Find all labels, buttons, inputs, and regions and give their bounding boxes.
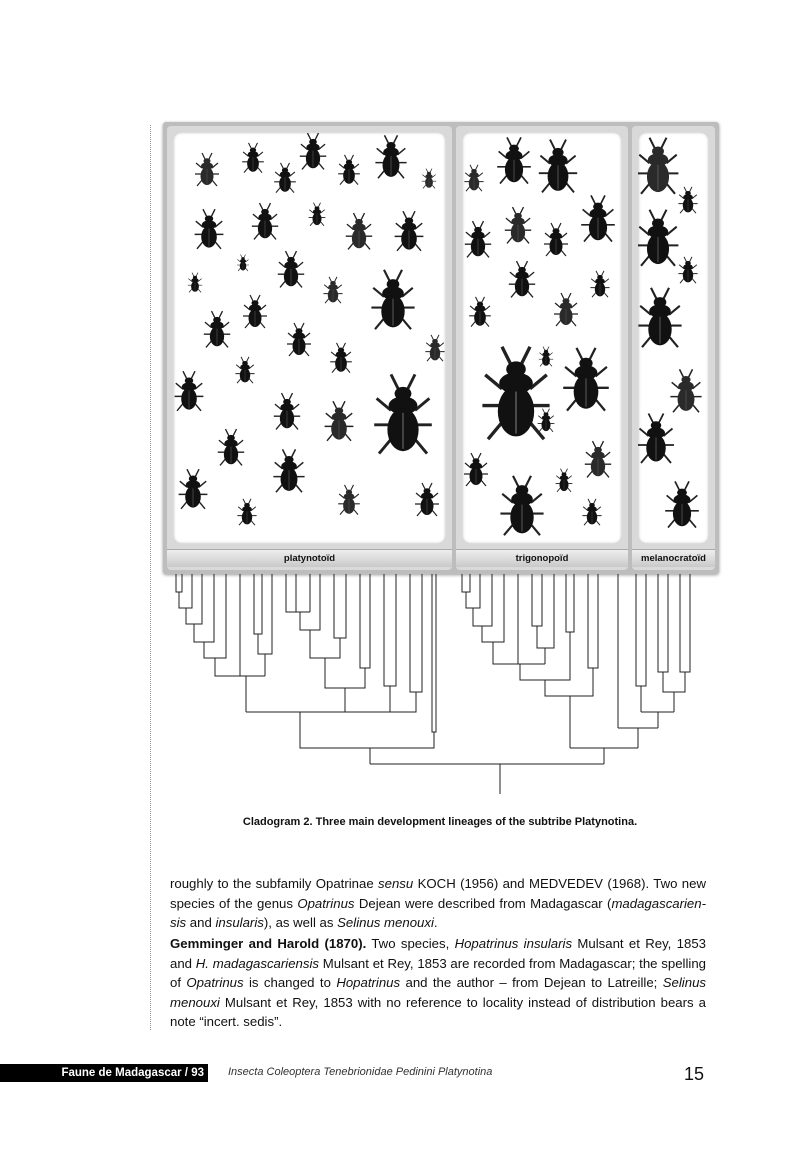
panel-platynotoid-specimens: [173, 132, 446, 544]
beetle-specimen: [395, 211, 424, 251]
beetle-specimen: [582, 499, 601, 525]
beetle-specimen: [678, 257, 697, 283]
cladogram-branch: [310, 630, 340, 658]
cladogram-branch: [473, 574, 492, 626]
text-run: Dejean were described from Madagascar (: [354, 895, 612, 911]
cladogram-branch: [334, 574, 346, 638]
beetle-specimens-platynotoid: [173, 132, 446, 544]
panel-label-trigonopoid: trigonopoïd: [456, 549, 628, 567]
beetle-specimen: [500, 476, 543, 535]
species-insularis: insularis: [215, 915, 264, 930]
beetle-specimen: [638, 288, 681, 347]
beetle-specimen: [464, 165, 483, 191]
beetle-specimen: [235, 357, 254, 383]
beetle-specimen: [556, 469, 573, 492]
beetle-specimen: [665, 481, 699, 527]
beetle-specimen: [425, 335, 444, 361]
beetle-specimen: [539, 347, 553, 367]
beetle-specimen: [581, 195, 615, 241]
beetle-specimen: [287, 323, 311, 356]
cladogram-branch: [588, 574, 598, 668]
beetle-specimen: [638, 414, 674, 464]
beetle-specimen: [237, 499, 256, 525]
cladogram-branch: [204, 574, 226, 658]
figure-caption: Cladogram 2. Three main development lineages of the subtribe Platynotina.: [242, 816, 638, 828]
beetle-specimen: [252, 203, 278, 239]
panel-trigonopoid: [456, 126, 628, 570]
beetle-specimen: [465, 221, 491, 257]
cladogram-branch: [194, 574, 214, 642]
beetle-specimen: [374, 374, 432, 453]
cladogram-branch: [384, 574, 396, 686]
beetle-specimen: [539, 140, 577, 193]
author-medvedev-smallcaps: EDVEDEV: [539, 876, 603, 891]
beetle-specimen: [464, 453, 488, 486]
beetle-specimen: [309, 203, 326, 226]
figure-frame: [163, 122, 719, 574]
beetle-specimen: [195, 209, 224, 249]
beetle-specimens-melanocratoid: [638, 132, 709, 544]
text-run: and the author – from Dejean to Latreille;: [400, 975, 663, 990]
author-koch-smallcaps: OCH: [426, 876, 456, 891]
beetle-specimen: [274, 393, 300, 429]
paragraph-gemminger-harold: [170, 934, 706, 1032]
panel-melanocratoid: [632, 126, 715, 570]
beetle-specimen: [590, 271, 609, 297]
paragraph-opatrinae: [170, 874, 706, 933]
beetle-specimen: [469, 297, 491, 327]
beetle-specimen: [179, 469, 208, 509]
cladogram-branch: [258, 574, 272, 654]
text-run: .: [433, 915, 438, 930]
cladogram-branch: [300, 712, 434, 748]
text-run: Mulsant et Rey, 1853 and: [170, 936, 707, 971]
beetle-specimen: [375, 135, 406, 178]
beetle-specimen: [175, 371, 204, 411]
cladogram-branch: [215, 574, 240, 676]
text-run: Mulsant et Rey, 1853 are recorded from Madagascar; the spelling of: [170, 955, 706, 990]
cladogram-tree: [170, 572, 710, 802]
beetle-specimen: [415, 483, 439, 516]
text-run: roughly to the subfamily Opatrinae: [170, 876, 379, 891]
species-selinus-menouxi: Selinus menouxi: [337, 915, 434, 930]
panel-trigonopoid-specimens: [462, 132, 622, 544]
cladogram-branch: [325, 658, 365, 688]
genus-opatrinus: Opatrinus: [297, 895, 355, 911]
text-run: and: [186, 915, 216, 930]
beetle-specimen: [670, 369, 701, 412]
beetle-specimen: [325, 401, 354, 441]
beetle-specimen: [338, 155, 360, 185]
species-madagascariensis: madagascarien-sis: [170, 895, 706, 930]
beetle-specimen: [497, 137, 531, 183]
text-run: (1968). Two new species of the genus: [170, 876, 706, 911]
beetle-specimens-trigonopoid: [462, 132, 622, 544]
beetle-specimen: [218, 429, 244, 465]
beetle-specimen: [300, 133, 326, 169]
cladogram-branch: [663, 672, 685, 692]
beetle-specimen: [538, 409, 555, 432]
beetle-specimen: [638, 138, 678, 194]
beetle-specimen: [237, 255, 249, 272]
cladogram-branch: [390, 686, 416, 712]
beetle-specimen: [273, 449, 304, 492]
beetle-specimen: [274, 163, 296, 193]
text-run-italic: sensu: [378, 876, 414, 891]
species-hopatrinus-insularis: Hopatrinus insularis: [454, 936, 573, 951]
footer-running-title: Insecta Coleoptera Tenebrionidae Pedinini Platynotina: [228, 1066, 493, 1078]
cladogram-branch: [532, 574, 542, 626]
genus-opatrinus: Opatrinus: [186, 975, 244, 990]
paragraph-heading: Gemminger and Harold (1870).: [170, 936, 367, 951]
panel-label-melanocratoid: melanocratoïd: [632, 549, 715, 567]
cladogram-branch: [410, 574, 422, 692]
cladogram-branch: [636, 574, 646, 686]
beetle-specimen: [509, 261, 535, 297]
cladogram-branch: [360, 574, 370, 668]
panel-platynotoid: [167, 126, 452, 570]
text-run: Mulsant et Rey, 1853 with no reference to locality instead of distribution bears a note “incert. sedis”.: [170, 994, 706, 1029]
cladogram-branch: [566, 574, 574, 632]
cladogram-branch: [432, 574, 436, 732]
margin-dotted-rule: [150, 125, 151, 1030]
cladogram-branch: [466, 574, 480, 608]
cladogram-branch: [537, 574, 554, 648]
page-number: 15: [684, 1064, 705, 1084]
text-run: K: [413, 876, 427, 891]
species-selinus-menouxi: Selinus menouxi: [170, 975, 707, 1010]
text-run: is changed to: [243, 975, 337, 990]
text-run: (1956) and M: [455, 876, 540, 891]
cladogram-branch: [658, 574, 668, 672]
beetle-specimen: [242, 143, 264, 173]
beetle-specimen: [338, 485, 360, 515]
cladogram-branch: [545, 668, 593, 696]
beetle-specimen: [195, 153, 219, 186]
beetle-specimen: [678, 187, 697, 213]
panel-melanocratoid-specimens: [638, 132, 709, 544]
text-run: ), as well as: [263, 915, 338, 930]
footer-series-title: Faune de Madagascar / 93: [0, 1064, 208, 1082]
text-run: Two species,: [366, 936, 455, 951]
beetle-specimen: [346, 213, 372, 249]
beetle-specimen: [482, 347, 549, 439]
beetle-specimen: [563, 348, 609, 411]
cladogram-branch: [462, 574, 470, 592]
beetle-specimen: [204, 311, 230, 347]
beetle-specimen: [638, 210, 678, 266]
cladogram-branch: [482, 574, 504, 642]
panel-label-platynotoid: platynotoïd: [167, 549, 452, 567]
cladogram-branch: [186, 574, 202, 624]
species-h-madagascariensis: H. madagascariensis: [195, 955, 319, 971]
cladogram-branch: [493, 574, 518, 664]
beetle-specimen: [422, 169, 436, 189]
cladogram-branch: [254, 574, 262, 634]
beetle-specimen: [585, 441, 611, 477]
cladogram-branch: [286, 574, 296, 612]
genus-hopatrinus: Hopatrinus: [336, 975, 401, 990]
cladogram-branch: [176, 574, 182, 592]
cladogram-branch: [680, 574, 690, 672]
beetle-specimen: [278, 251, 304, 287]
beetle-specimen: [323, 277, 342, 303]
beetle-specimen: [188, 273, 202, 293]
beetle-specimen: [505, 207, 531, 243]
beetle-specimen: [554, 293, 578, 326]
beetle-specimen: [371, 270, 414, 329]
beetle-specimen: [544, 223, 568, 256]
beetle-specimen: [243, 295, 267, 328]
beetle-specimen: [330, 343, 352, 373]
cladogram-branch: [179, 574, 192, 608]
